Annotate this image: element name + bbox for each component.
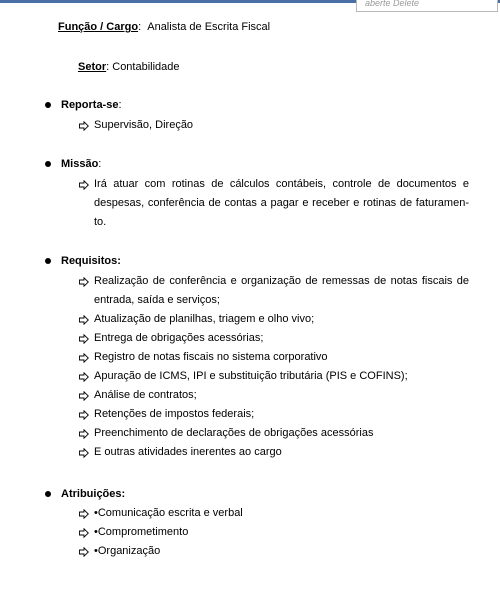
setor-value: Contabilidade [112,61,180,73]
arrow-right-icon [79,429,89,439]
requisitos-item: Registro de notas fiscais no sistema corporativo [94,351,328,363]
atribuicoes-item: •Organização [94,545,161,557]
funcao-value: Analista de Escrita Fiscal [147,21,271,33]
requisitos-item: Retenções de impostos federais; [94,408,255,420]
missao-line: despesas, conferência de contas a pagar e receber e rotinas de faturamen- [94,197,469,209]
arrow-right-icon [79,277,89,287]
arrow-right-icon [79,509,89,519]
section-requisitos-title: Requisitos: [61,255,121,267]
requisitos-line: Realização de conferência e organização de remessas de notas fiscais de [94,275,469,287]
section-atribuicoes-title: Atribuições: [61,488,126,500]
arrow-right-icon [79,528,89,538]
requisitos-item: E outras atividades inerentes ao cargo [94,446,282,458]
arrow-right-icon [79,448,89,458]
setor-line: Setor: Contabilidade [78,61,180,73]
setor-label: Setor [78,61,107,73]
funcao-label: Função / Cargo [58,21,139,33]
arrow-right-icon [79,180,89,190]
toolbar-fragment [356,0,498,12]
missao-line: to. [94,216,107,228]
requisitos-first-item [94,272,469,310]
requisitos-item: Análise de contratos; [94,389,197,401]
requisitos-line: entrada, saída e serviços; [94,294,220,306]
arrow-right-icon [79,547,89,557]
funcao-line: Função / Cargo: Analista de Escrita Fiscal [58,21,271,33]
section-missao-title: Missão: [61,158,102,170]
arrow-right-icon [79,315,89,325]
arrow-right-icon [79,410,89,420]
arrow-right-icon [79,353,89,363]
bullet-icon [45,161,51,167]
missao-line: Irá atuar com rotinas de cálculos contábeis, controle de documentos e [94,178,469,190]
arrow-right-icon [79,121,89,131]
bullet-icon [45,491,51,497]
arrow-right-icon [79,391,89,401]
bullet-icon [45,258,51,264]
section-reporta-title: Reporta-se: [61,99,122,111]
requisitos-item: Entrega de obrigações acessórias; [94,332,264,344]
requisitos-item: Preenchimento de declarações de obrigações acessórias [94,427,374,439]
arrow-right-icon [79,334,89,344]
missao-paragraph [94,175,469,232]
atribuicoes-item: •Comunicação escrita e verbal [94,507,243,519]
toolbar-fragment-text: aberte Delete [365,0,420,8]
requisitos-item: Atualização de planilhas, triagem e olho vivo; [94,313,315,325]
atribuicoes-item: •Comprometimento [94,526,189,538]
arrow-right-icon [79,372,89,382]
reporta-item: Supervisão, Direção [94,119,194,131]
bullet-icon [45,102,51,108]
requisitos-item: Apuração de ICMS, IPI e substituição tributária (PIS e COFINS); [94,370,408,382]
